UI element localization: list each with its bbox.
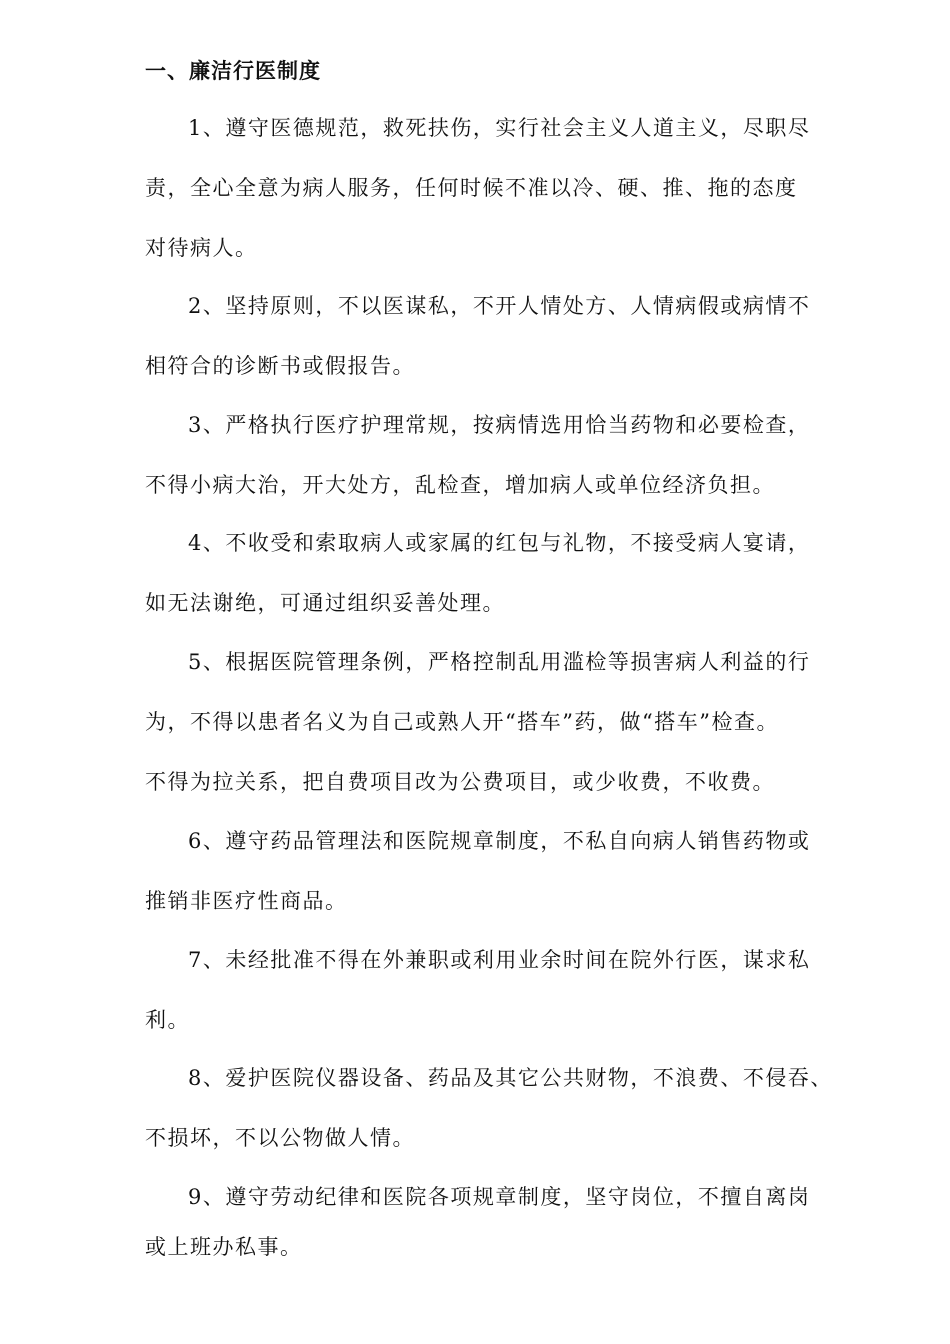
rule-3-line-1: 3、严格执行医疗护理常规，按病情选用恰当药物和必要检查，: [188, 413, 811, 437]
rule-7-line-1: 7、未经批准不得在外兼职或利用业余时间在院外行医，谋求私: [188, 948, 811, 972]
rule-4-line-1: 4、不收受和索取病人或家属的红包与礼物，不接受病人宴请，: [188, 531, 811, 555]
rule-3-line-2: 不得小病大治，开大处方，乱检查，增加病人或单位经济负担。: [145, 473, 775, 497]
rule-1-line-1: 1、遵守医德规范，救死扶伤，实行社会主义人道主义，尽职尽: [188, 116, 811, 140]
rule-8-line-2: 不损坏，不以公物做人情。: [145, 1126, 415, 1150]
rule-6-line-1: 6、遵守药品管理法和医院规章制度，不私自向病人销售药物或: [188, 829, 811, 853]
rule-2-line-2: 相符合的诊断书或假报告。: [145, 354, 415, 378]
rule-5-line-2: 为，不得以患者名义为自己或熟人开“搭车”药，做“搭车”检查。: [145, 710, 779, 734]
rule-8-line-1: 8、爱护医院仪器设备、药品及其它公共财物，不浪费、不侵吞、: [188, 1066, 833, 1090]
rule-9-line-2: 或上班办私事。: [145, 1235, 303, 1259]
rule-6-line-2: 推销非医疗性商品。: [145, 889, 348, 913]
rule-2-line-1: 2、坚持原则，不以医谋私，不开人情处方、人情病假或病情不: [188, 294, 811, 318]
rule-5-line-1: 5、根据医院管理条例，严格控制乱用滥检等损害病人利益的行: [188, 650, 811, 674]
rule-9-line-1: 9、遵守劳动纪律和医院各项规章制度，坚守岗位，不擅自离岗: [188, 1185, 811, 1209]
section-heading: 一、廉洁行医制度: [145, 58, 321, 83]
rule-5-line-3: 不得为拉关系，把自费项目改为公费项目，或少收费，不收费。: [145, 770, 775, 794]
rule-1-line-2: 责，全心全意为病人服务，任何时候不准以冷、硬、推、拖的态度: [145, 176, 798, 200]
rule-7-line-2: 利。: [145, 1008, 190, 1032]
rule-1-line-3: 对待病人。: [145, 236, 258, 260]
rule-4-line-2: 如无法谢绝，可通过组织妥善处理。: [145, 591, 505, 615]
